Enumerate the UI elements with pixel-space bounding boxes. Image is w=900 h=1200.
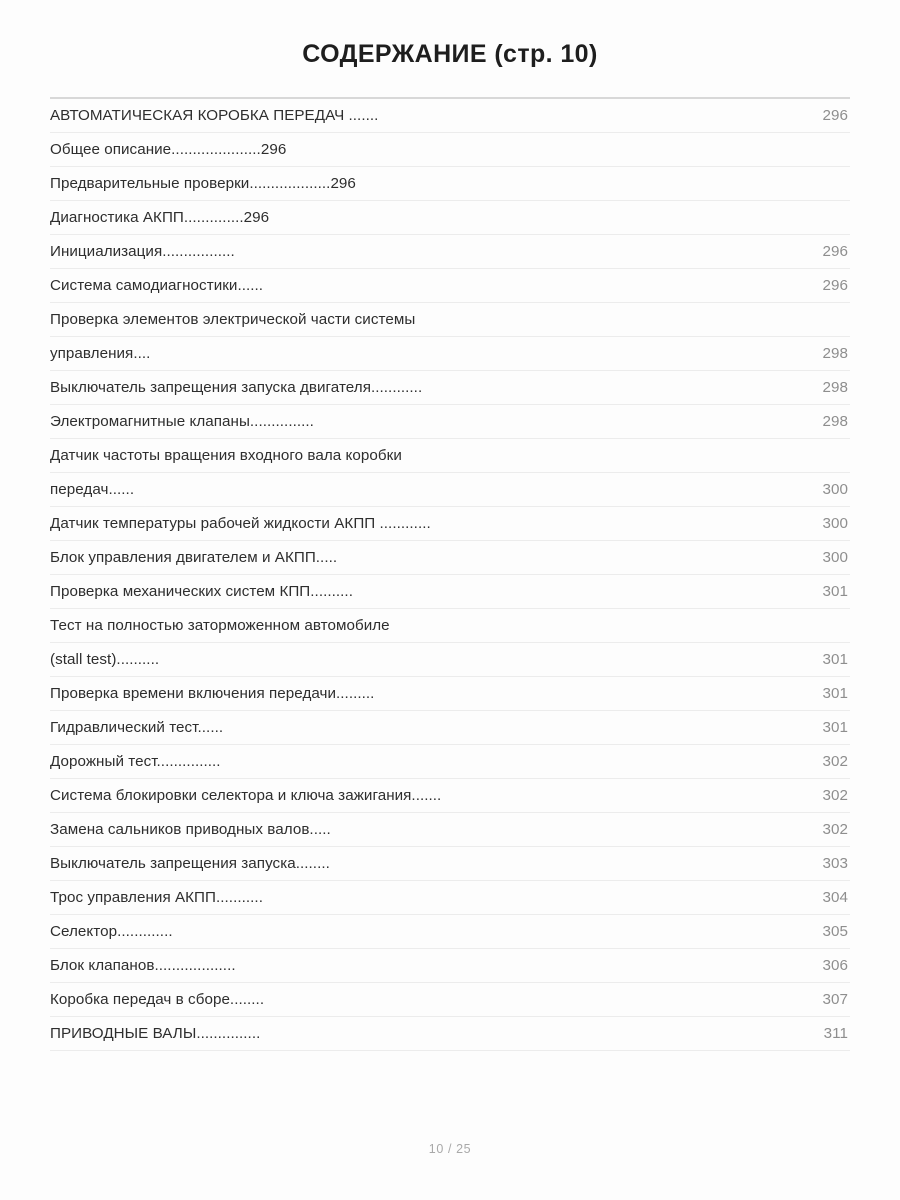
toc-entry-page-number: 296 bbox=[822, 277, 848, 294]
toc-entry[interactable] bbox=[50, 371, 850, 405]
toc-entry-label: Датчик температуры рабочей жидкости АКПП ............ bbox=[50, 515, 431, 532]
toc-entry-label: Диагностика АКПП..............296 bbox=[50, 209, 270, 226]
toc-entry-page-number: 302 bbox=[822, 821, 848, 838]
toc-entry-label: Проверка элементов электрической части системы bbox=[50, 311, 416, 328]
toc-entry-label: Система блокировки селектора и ключа зажигания....... bbox=[50, 787, 442, 804]
toc-entry[interactable] bbox=[50, 99, 850, 133]
toc-entry-label: ПРИВОДНЫЕ ВАЛЫ............... bbox=[50, 1025, 261, 1042]
toc-entry-label: Дорожный тест............... bbox=[50, 753, 221, 770]
toc-entry-page-number: 302 bbox=[822, 787, 848, 804]
toc-entry-page-number: 300 bbox=[822, 549, 848, 566]
toc-entry-page-number: 296 bbox=[822, 107, 848, 124]
toc-entry[interactable] bbox=[50, 235, 850, 269]
toc-entry[interactable] bbox=[50, 711, 850, 745]
toc-entry-label: Замена сальников приводных валов..... bbox=[50, 821, 331, 838]
toc-entry-page-number: 301 bbox=[822, 685, 848, 702]
toc-entry-label: управления.... bbox=[50, 345, 151, 362]
toc-entry-label: (stall test).......... bbox=[50, 651, 160, 668]
toc-entry[interactable] bbox=[50, 949, 850, 983]
toc-entry[interactable] bbox=[50, 575, 850, 609]
toc-entry-page-number: 301 bbox=[822, 583, 848, 600]
toc-entry-page-number: 301 bbox=[822, 651, 848, 668]
toc-entry-page-number: 303 bbox=[822, 855, 848, 872]
toc-entry[interactable] bbox=[50, 847, 850, 881]
toc-entry-label: Электромагнитные клапаны............... bbox=[50, 413, 314, 430]
toc-entry-label: Селектор............. bbox=[50, 923, 173, 940]
toc-entry-label: Проверка механических систем КПП.......... bbox=[50, 583, 353, 600]
toc-entry-label: Система самодиагностики...... bbox=[50, 277, 264, 294]
toc-entry[interactable] bbox=[50, 439, 850, 473]
toc-entry-page-number: 300 bbox=[822, 481, 848, 498]
toc-entry[interactable] bbox=[50, 1017, 850, 1051]
toc-entry-label: Гидравлический тест...... bbox=[50, 719, 224, 736]
toc-entry-page-number: 301 bbox=[822, 719, 848, 736]
toc-entry-label: Тест на полностью заторможенном автомобиле bbox=[50, 617, 390, 634]
toc-entry-page-number: 311 bbox=[823, 1025, 848, 1042]
table-of-contents bbox=[50, 99, 850, 1051]
toc-entry[interactable] bbox=[50, 405, 850, 439]
toc-entry-label: Коробка передач в сборе........ bbox=[50, 991, 265, 1008]
toc-entry[interactable] bbox=[50, 541, 850, 575]
toc-entry-label: Выключатель запрещения запуска двигателя............ bbox=[50, 379, 423, 396]
toc-entry[interactable] bbox=[50, 303, 850, 337]
toc-entry[interactable] bbox=[50, 813, 850, 847]
toc-entry-label: Трос управления АКПП........... bbox=[50, 889, 263, 906]
toc-entry-page-number: 300 bbox=[822, 515, 848, 532]
page-title: СОДЕРЖАНИЕ (стр. 10) bbox=[302, 40, 598, 68]
toc-entry[interactable] bbox=[50, 881, 850, 915]
toc-entry-page-number: 306 bbox=[822, 957, 848, 974]
toc-entry-label: Проверка времени включения передачи......... bbox=[50, 685, 375, 702]
toc-entry-label: Блок клапанов................... bbox=[50, 957, 236, 974]
toc-entry[interactable] bbox=[50, 915, 850, 949]
toc-entry-label: Датчик частоты вращения входного вала коробки bbox=[50, 447, 402, 464]
toc-entry[interactable] bbox=[50, 473, 850, 507]
toc-entry-label: Блок управления двигателем и АКПП..... bbox=[50, 549, 338, 566]
toc-entry[interactable] bbox=[50, 609, 850, 643]
toc-entry-page-number: 298 bbox=[822, 413, 848, 430]
toc-entry[interactable] bbox=[50, 167, 850, 201]
toc-entry-label: Предварительные проверки...................296 bbox=[50, 175, 356, 192]
toc-entry-label: Инициализация................. bbox=[50, 243, 235, 260]
toc-entry[interactable] bbox=[50, 201, 850, 235]
toc-entry[interactable] bbox=[50, 337, 850, 371]
toc-entry-page-number: 298 bbox=[822, 345, 848, 362]
toc-entry-label: Общее описание.....................296 bbox=[50, 141, 287, 158]
toc-entry-label: АВТОМАТИЧЕСКАЯ КОРОБКА ПЕРЕДАЧ ....... bbox=[50, 107, 379, 124]
page-footer: 10 / 25 bbox=[428, 1142, 472, 1156]
toc-entry-label: Выключатель запрещения запуска........ bbox=[50, 855, 330, 872]
toc-entry-page-number: 304 bbox=[822, 889, 848, 906]
toc-entry[interactable] bbox=[50, 507, 850, 541]
toc-entry[interactable] bbox=[50, 643, 850, 677]
toc-entry-page-number: 302 bbox=[822, 753, 848, 770]
toc-entry[interactable] bbox=[50, 133, 850, 167]
toc-entry[interactable] bbox=[50, 269, 850, 303]
toc-entry-page-number: 298 bbox=[822, 379, 848, 396]
toc-entry-label: передач...... bbox=[50, 481, 135, 498]
toc-entry[interactable] bbox=[50, 779, 850, 813]
toc-entry-page-number: 296 bbox=[822, 243, 848, 260]
toc-entry[interactable] bbox=[50, 745, 850, 779]
toc-entry-page-number: 305 bbox=[822, 923, 848, 940]
toc-entry-page-number: 307 bbox=[822, 991, 848, 1008]
toc-entry[interactable] bbox=[50, 983, 850, 1017]
toc-entry[interactable] bbox=[50, 677, 850, 711]
